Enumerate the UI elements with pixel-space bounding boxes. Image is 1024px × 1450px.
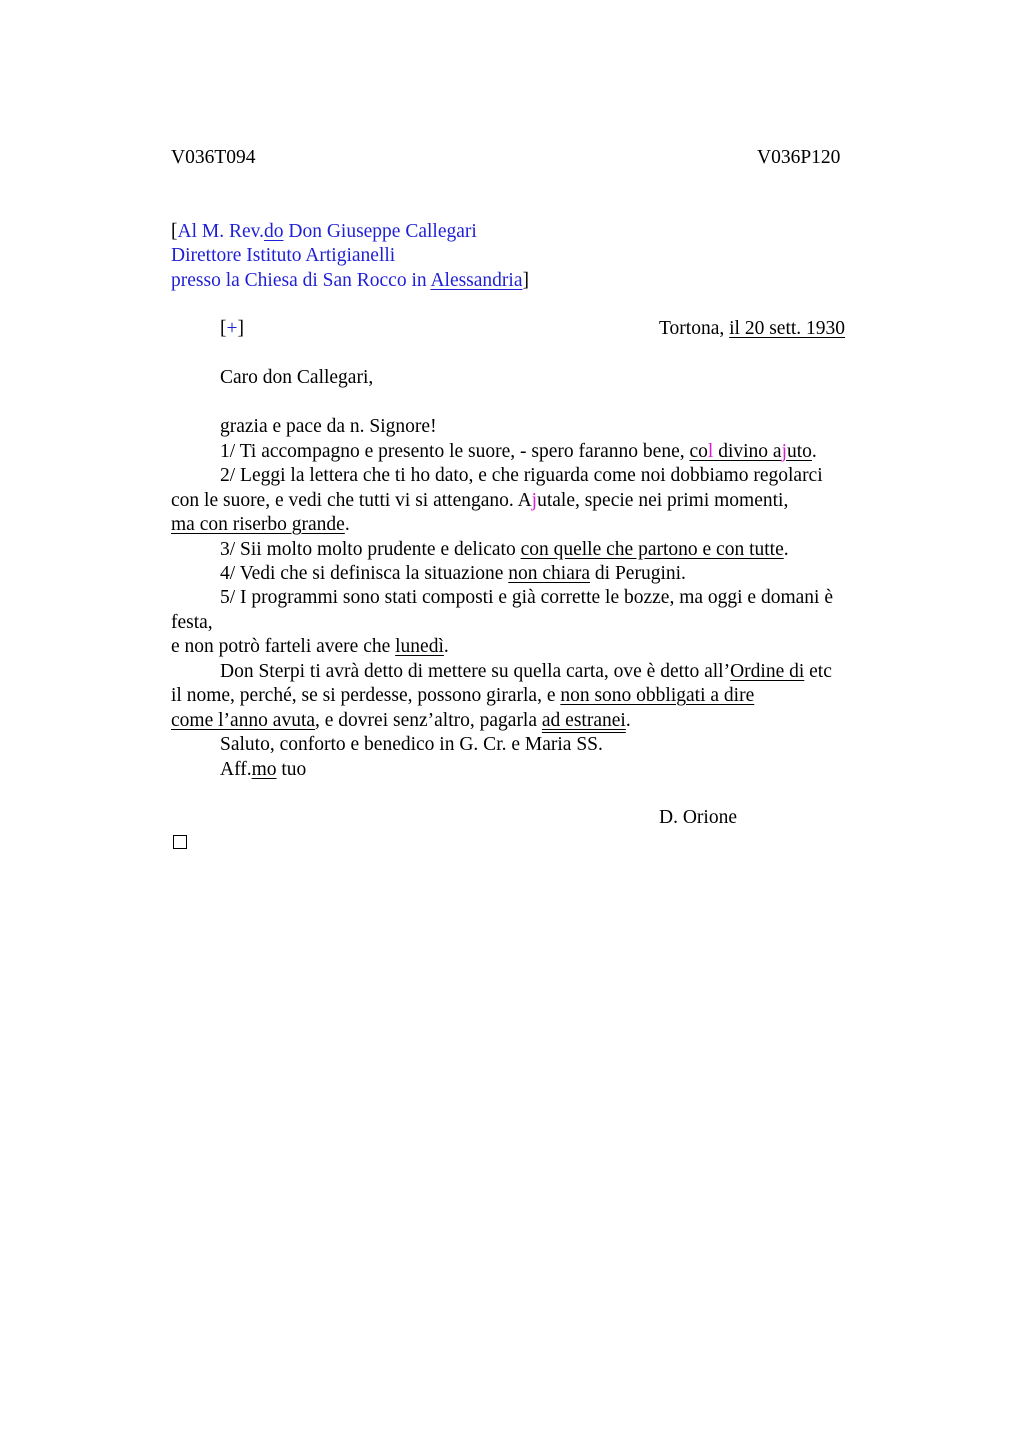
address-title-superscript: do	[263, 221, 284, 242]
paragraph-2-line-1: 2/ Leggi la lettera che ti ho dato, e che riguarda come noi dobbiamo regolarci	[220, 465, 823, 486]
closing-blessing: Saluto, conforto e benedico in G. Cr. e Maria SS.	[220, 734, 603, 755]
paragraph-6-line-1: Don Sterpi ti avrà detto di mettere su quella carta, ove è detto all’Ordine di etc	[220, 661, 832, 682]
address-line-3	[171, 269, 529, 293]
paragraph-1: 1/ Ti accompagno e presento le suore, - spero faranno bene, col divino ajuto.	[220, 441, 817, 462]
paragraph-5-line-2: festa,	[171, 612, 213, 633]
address-recipient-name: Don Giuseppe Callegari	[283, 221, 477, 242]
paragraph-5-line-3: e non potrò farteli avere che lunedì.	[171, 636, 449, 657]
paragraph-1-underlined: col divino ajuto	[689, 441, 812, 462]
dateline-place: Tortona,	[659, 318, 730, 339]
paragraph-4: 4/ Vedi che si definisca la situazione non chiara di Perugini.	[220, 563, 686, 584]
cross-icon: +	[226, 318, 238, 339]
greeting: Caro don Callegari,	[220, 367, 374, 388]
document-code-left: V036T094	[171, 147, 256, 168]
signature: D. Orione	[659, 807, 737, 828]
salutation: grazia e pace da n. Signore!	[220, 416, 437, 437]
document-code-right: V036P120	[757, 147, 841, 168]
closing-affectionate: Aff.mo tuo	[220, 759, 307, 780]
dateline	[659, 317, 845, 341]
paragraph-5-line-1: 5/ I programmi sono stati composti e già corrette le bozze, ma oggi e domani è	[220, 587, 833, 608]
paragraph-6-line-3: come l’anno avuta, e dovrei senz’altro, pagarla ad estranei.	[171, 710, 631, 731]
paragraph-1-text: 1/ Ti accompagno e presento le suore, - spero faranno bene,	[220, 441, 690, 462]
cross-bracket-open: [	[220, 318, 227, 339]
cross-mark	[220, 317, 244, 341]
address-city: Alessandria	[430, 270, 523, 291]
dateline-date: il 20 sett. 1930	[729, 318, 846, 339]
end-box-icon	[173, 835, 187, 849]
cross-bracket-close: ]	[237, 318, 244, 339]
address-bracket-open: [	[171, 221, 178, 242]
paragraph-3: 3/ Sii molto molto prudente e delicato con quelle che partono e con tutte.	[220, 539, 789, 560]
address-line-1	[171, 220, 477, 244]
address-title: Al M. Rev.	[177, 221, 264, 242]
address-bracket-close: ]	[522, 270, 529, 291]
paragraph-2-line-2: con le suore, e vedi che tutti vi si attengano. Ajutale, specie nei primi momenti,	[171, 490, 789, 511]
address-line-2: Direttore Istituto Artigianelli	[171, 245, 396, 266]
paragraph-6-line-2: il nome, perché, se si perdesse, possono girarla, e non sono obbligati a dire	[171, 685, 755, 706]
address-church: presso la Chiesa di San Rocco in	[171, 270, 431, 291]
paragraph-2-line-3: ma con riserbo grande.	[171, 514, 350, 535]
